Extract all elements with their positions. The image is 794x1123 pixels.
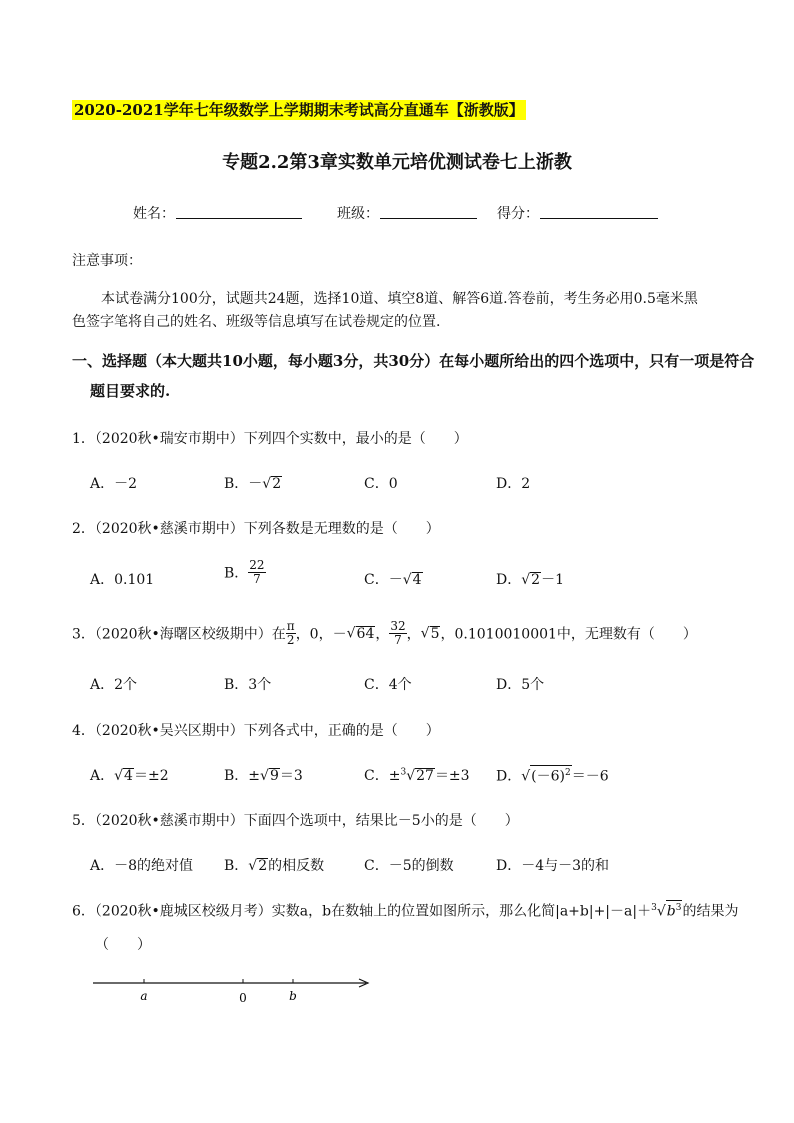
question-6-blank: （ ） (95, 937, 151, 953)
question-4-stem: 4．（2020秋•吴兴区期中）下列各式中，正确的是（ ） (72, 723, 440, 739)
q3-rad5: 5 (430, 625, 440, 642)
question-6-stem (72, 900, 738, 921)
q2-d-radicand: 2 (531, 572, 541, 588)
q3-fraction-numerator: 32 (390, 619, 406, 633)
q6-radicand-exponent: 3 (675, 903, 682, 913)
q4-a-prefix: A． (90, 768, 115, 784)
number-line-figure (88, 970, 378, 1010)
q4-c-root-index: 3 (400, 767, 407, 778)
question-2-stem: 2．（2020秋•慈溪市期中）下列各数是无理数的是（ ） (72, 521, 440, 537)
q6-root-index: 3 (651, 903, 657, 913)
q4-c-suffix: ＝±3 (434, 768, 470, 784)
q3-stem-prefix: 3．（2020秋•海曙区校级期中）在 (72, 626, 286, 643)
q4-b-radicand: 9 (269, 768, 279, 784)
q1-option-d[interactable]: D．2 (496, 476, 531, 492)
name-field[interactable] (176, 218, 302, 219)
q4-c-radicand: 27 (416, 768, 434, 784)
q3-part3: ， (375, 626, 390, 643)
sqrt-icon: √ (521, 572, 531, 588)
q4-d-exponent: 2 (565, 768, 571, 778)
score-label: 得分： (497, 206, 539, 222)
q2-b-fraction (248, 559, 265, 586)
header-tag: 2020-2021学年七年级数学上学期期末考试高分直通车【浙教版】 (74, 101, 524, 119)
q2-option-b[interactable] (224, 559, 266, 586)
q1-option-c[interactable]: C．0 (364, 476, 398, 492)
q2-d-suffix: －1 (541, 572, 564, 588)
sqrt-icon: √ (260, 768, 269, 784)
sqrt-icon: √ (346, 625, 356, 642)
q2-option-a[interactable]: A．0.101 (90, 572, 155, 588)
q5-option-b[interactable] (224, 855, 324, 875)
notice-line-1: 本试卷满分100分，试题共24题，选择10道、填空8道、解答6道.答卷前，考生务必用0.5毫米黑 (101, 291, 698, 307)
label-a: a (140, 989, 148, 1003)
q4-b-suffix: ＝3 (279, 768, 303, 784)
sqrt-icon: √ (262, 476, 272, 492)
q5-option-a[interactable]: A．－8的绝对值 (90, 858, 194, 874)
q3-pi-fraction (286, 620, 296, 647)
label-b: b (289, 989, 297, 1003)
q6-stem-suffix: 的结果为 (682, 903, 739, 920)
q3-rad64: 64 (356, 625, 375, 642)
class-label: 班级： (337, 206, 379, 222)
q2-b-numerator: 22 (249, 558, 265, 572)
q2-c-prefix: C．－ (364, 572, 403, 588)
q3-pi-denominator: 2 (286, 633, 295, 647)
q1-b-radicand: 2 (272, 476, 282, 492)
q3-fraction (389, 620, 406, 647)
class-field[interactable] (380, 218, 477, 219)
q3-option-a[interactable]: A．2个 (90, 677, 138, 693)
cube-root-icon: √ (406, 768, 416, 784)
q3-option-d[interactable]: D．5个 (496, 677, 545, 693)
sqrt-icon: √ (402, 572, 412, 588)
q4-a-suffix: ＝±2 (133, 768, 169, 784)
label-zero: 0 (239, 991, 247, 1005)
q5-option-d[interactable]: D．－4与－3的和 (496, 858, 610, 874)
q1-option-a[interactable]: A．－2 (90, 476, 138, 492)
question-3-stem (72, 620, 697, 647)
q5-b-prefix: B． (224, 858, 249, 874)
q4-d-prefix: D． (496, 768, 522, 785)
q4-b-prefix: B．± (224, 768, 261, 784)
q6-radicand (666, 900, 683, 920)
q4-option-a[interactable] (90, 765, 169, 785)
q3-option-b[interactable]: B．3个 (224, 677, 272, 693)
q3-option-c[interactable]: C．4个 (364, 677, 412, 693)
section-heading-line-1: 一、选择题（本大题共10小题，每小题3分，共30分）在每小题所给出的四个选项中，只有一项是符合 (72, 352, 755, 370)
q2-b-denominator: 7 (253, 572, 261, 586)
q3-fraction-denominator: 7 (394, 633, 402, 647)
question-1-stem: 1．（2020秋•瑞安市期中）下列四个实数中，最小的是（ ） (72, 431, 468, 447)
sqrt-icon: √ (114, 768, 124, 784)
score-field[interactable] (540, 218, 658, 219)
q2-option-d[interactable] (496, 569, 564, 589)
q4-a-radicand: 4 (124, 768, 133, 784)
q4-d-suffix: ＝－6 (571, 768, 609, 785)
name-label: 姓名： (133, 206, 175, 222)
sqrt-icon: √ (248, 858, 258, 874)
sqrt-icon: √ (420, 625, 430, 642)
q2-d-prefix: D． (496, 572, 522, 588)
q2-option-c[interactable] (364, 569, 423, 589)
sqrt-icon: √ (521, 768, 531, 785)
q3-pi-numerator: π (286, 619, 295, 633)
q4-option-d[interactable] (496, 765, 609, 786)
q2-c-radicand: 4 (412, 572, 422, 588)
q4-option-b[interactable] (224, 765, 303, 785)
q3-part2: ，0，－ (295, 626, 347, 643)
section-heading-line-2: 题目要求的. (90, 382, 171, 400)
q6-radicand-base: b (666, 903, 676, 920)
q1-option-b[interactable] (224, 473, 282, 493)
page-title: 专题2.2第3章实数单元培优测试卷七上浙教 (222, 152, 572, 173)
q5-b-suffix: 的相反数 (268, 858, 325, 874)
q4-d-base: (－6) (531, 768, 565, 785)
q4-option-c[interactable] (364, 765, 470, 785)
q6-stem-prefix: 6．（2020秋•鹿城区校级月考）实数a，b在数轴上的位置如图所示，那么化简|a+b|+|－a|＋ (72, 903, 652, 920)
cube-root-icon: √ (656, 903, 666, 920)
q5-option-c[interactable]: C．－5的倒数 (364, 858, 454, 874)
q2-b-prefix: B． (224, 565, 249, 582)
notice-line-2: 色签字笔将自己的姓名、班级等信息填写在试卷规定的位置. (72, 314, 441, 330)
q3-stem-suffix: ，0.1010010001中，无理数有（ ） (440, 626, 697, 643)
notice-heading: 注意事项： (72, 253, 142, 269)
q3-part4: ， (406, 626, 421, 643)
q5-b-radicand: 2 (258, 858, 268, 874)
q4-c-prefix: C．± (364, 768, 401, 784)
q1-b-prefix: B．－ (224, 476, 263, 492)
q4-d-radicand (530, 765, 572, 785)
question-5-stem: 5．（2020秋•慈溪市期中）下面四个选项中，结果比－5小的是（ ） (72, 813, 519, 829)
